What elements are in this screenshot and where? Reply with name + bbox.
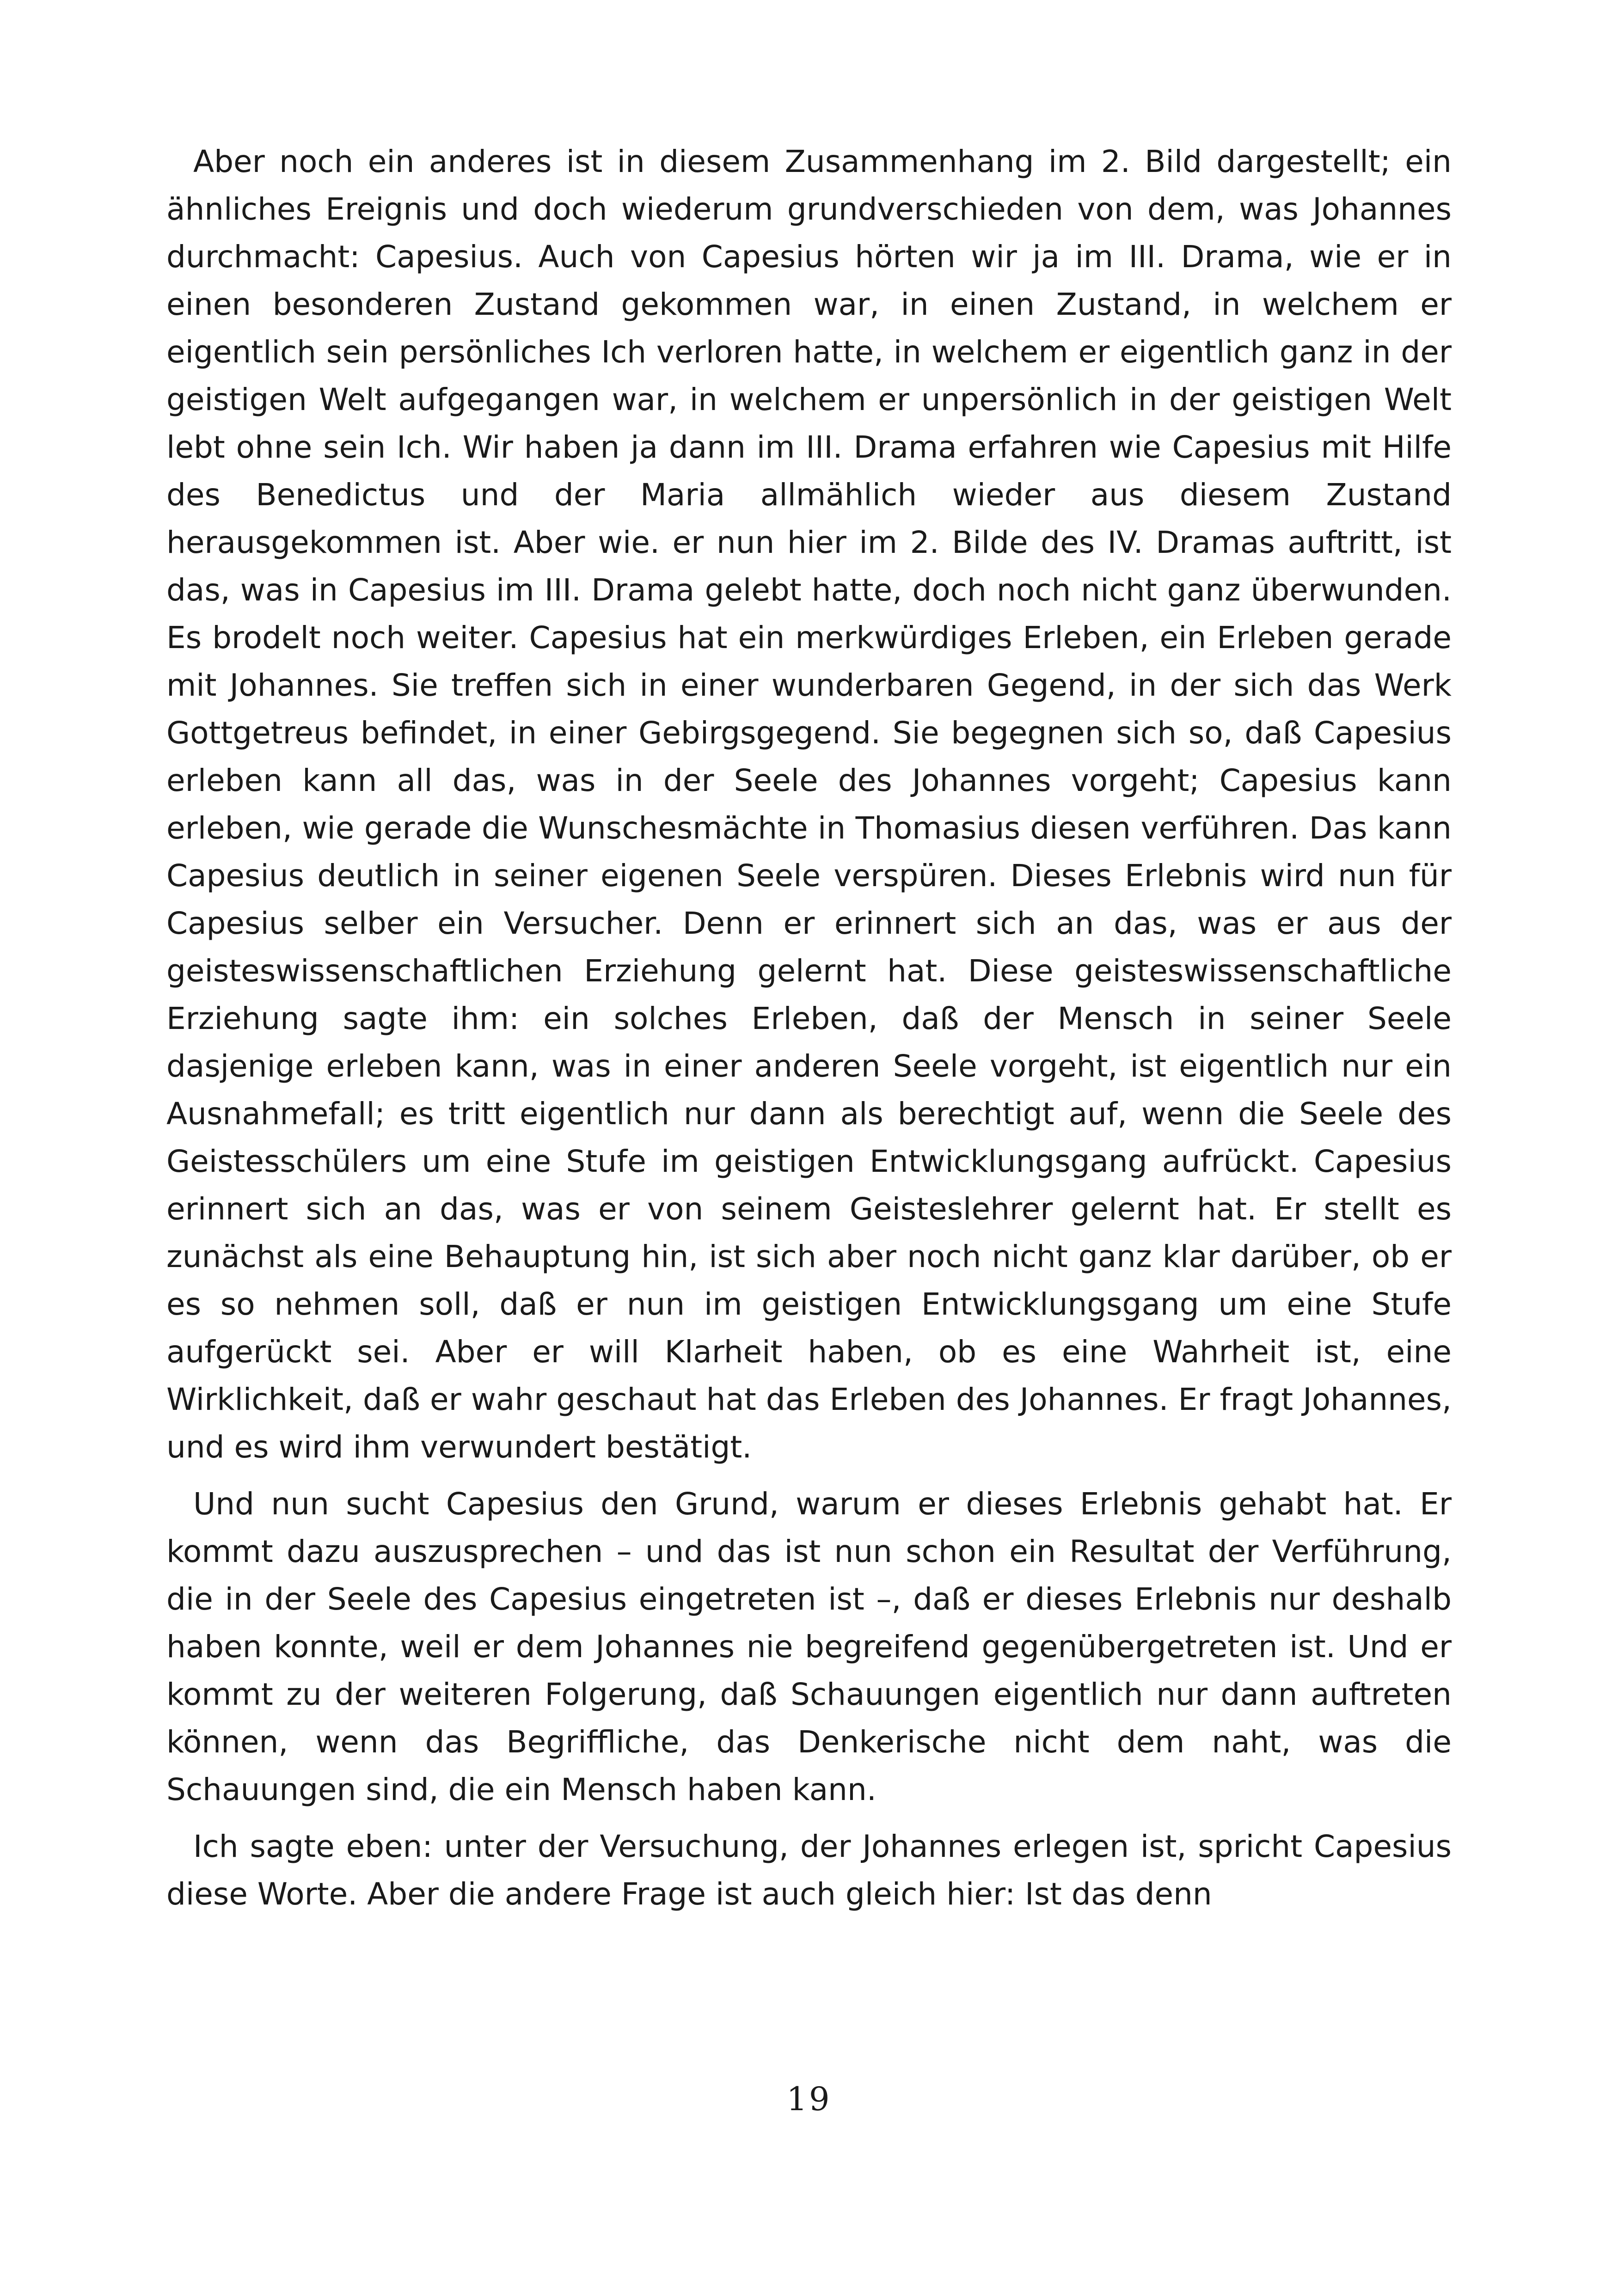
paragraph-1: Aber noch ein anderes ist in diesem Zusammenhang im 2. Bild dargestellt; ein ähnliches Ereignis und doch wiederum grundverschieden von dem, was Johannes durchmacht: Capesius. Auch von Capesius hörten wir ja im III. Drama, wie er in einen besonderen Zustand gekommen war, in einen Zustand, in welchem er eigentlich sein persönliches Ich verloren hatte, in welchem er eigentlich ganz in der geistigen Welt aufgegangen war, in welchem er unpersönlich in der geistigen Welt lebt ohne sein Ich. Wir haben ja dann im III. Drama erfahren wie Capesius mit Hilfe des Benedictus und der Maria allmählich wieder aus diesem Zustand herausgekommen ist. Aber wie. er nun hier im 2. Bilde des IV. Dramas auftritt, ist das, was in Capesius im III. Drama gelebt hatte, doch noch nicht ganz überwunden. Es brodelt noch weiter. Capesius hat ein merkwürdiges Erleben, ein Erleben gerade mit Johannes. Sie treffen sich in einer wunderbaren Gegend, in der sich das Werk Gottgetreus befindet, in einer Gebirgsgegend. Sie begegnen sich so, daß Capesius erleben kann all das, was in der Seele des Johannes vorgeht; Capesius kann erleben, wie gerade die Wunschesmächte in Thomasius diesen verführen. Das kann Capesius deutlich in seiner eigenen Seele verspüren. Dieses Erlebnis wird nun für Capesius selber ein Versucher. Denn er erinnert sich an das, was er aus der geisteswissenschaftlichen Erziehung gelernt hat. Diese geisteswissenschaftliche Erziehung sagte ihm: ein solches Erleben, daß der Mensch in seiner Seele dasjenige erleben kann, was in einer anderen Seele vorgeht, ist eigentlich nur ein Ausnahmefall; es tritt eigentlich nur dann als berechtigt auf, wenn die Seele des Geistesschülers um eine Stufe im geistigen Entwicklungsgang aufrückt. Capesius erinnert sich an das, was er von seinem Geisteslehrer gelernt hat. Er stellt es zunächst als eine Behauptung hin, ist sich aber noch nicht ganz klar darüber, ob er es so nehmen soll, daß er nun im geistigen Entwicklungsgang um eine Stufe aufgerückt sei. Aber er will Klarheit haben, ob es eine Wahrheit ist, eine Wirklichkeit, daß er wahr geschaut hat das Erleben des Johannes. Er fragt Johannes, und es wird ihm verwundert bestätigt.	[166, 144, 1452, 1465]
paragraph-3: Ich sagte eben: unter der Versuchung, der Johannes erlegen ist, spricht Capesius diese Worte. Aber die andere Frage ist auch gleich hier: Ist das denn	[166, 1829, 1452, 1912]
body-text	[166, 138, 1452, 1927]
page-number: 19	[786, 2080, 832, 2118]
paragraph-2: Und nun sucht Capesius den Grund, warum er dieses Erlebnis gehabt hat. Er kommt dazu auszusprechen – und das ist nun schon ein Resultat der Verführung, die in der Seele des Capesius eingetreten ist –, daß er dieses Erlebnis nur deshalb haben konnte, weil er dem Johannes nie begreifend gegenübergetreten ist. Und er kommt zu der weiteren Folgerung, daß Schauungen eigentlich nur dann auftreten können, wenn das Begriffliche, das Denkerische nicht dem naht, was die Schauungen sind, die ein Mensch haben kann.	[166, 1486, 1452, 1807]
